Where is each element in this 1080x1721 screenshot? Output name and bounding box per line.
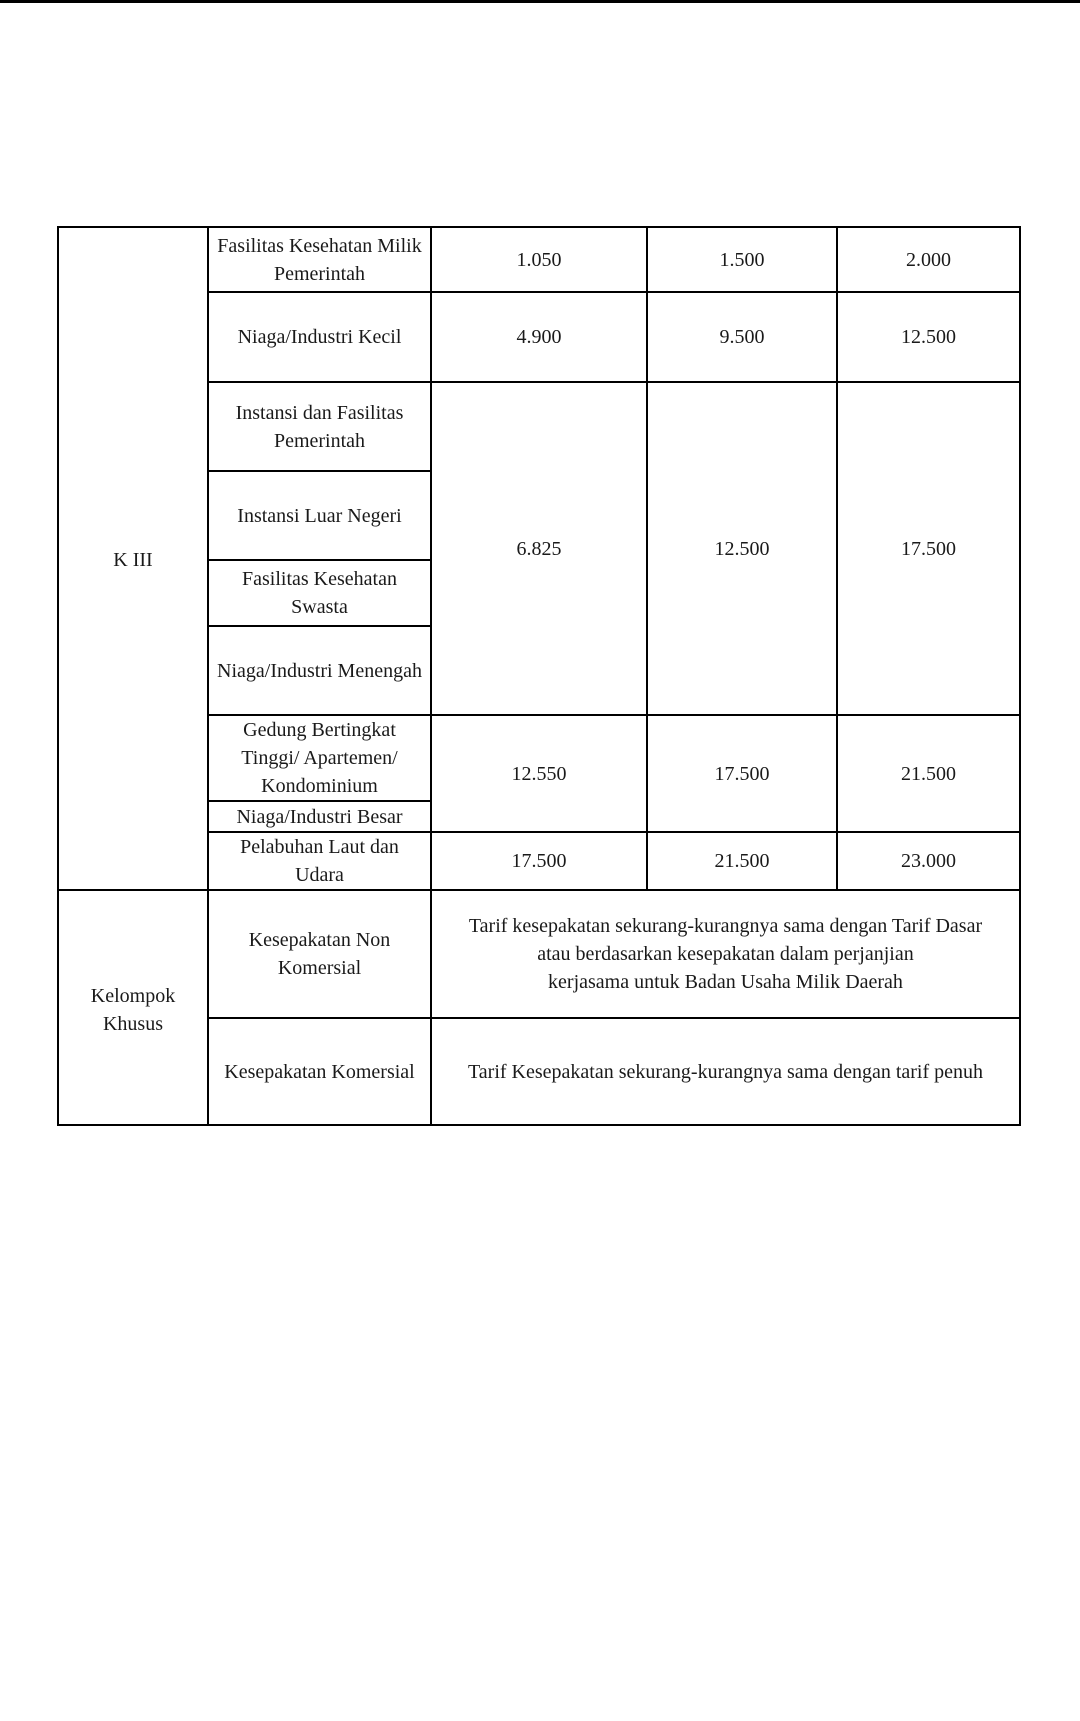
category-cell: Gedung Bertingkat Tinggi/ Apartemen/ Kondominium (208, 715, 431, 801)
category-cell: Pelabuhan Laut dan Udara (208, 832, 431, 890)
description-line: Tarif kesepakatan sekurang-kurangnya sama dengan Tarif Dasar (468, 915, 983, 937)
value-cell: 12.550 (431, 715, 647, 832)
value-cell: 17.500 (837, 382, 1020, 715)
description-line: kerjasama untuk Badan Usaha Milik Daerah (548, 971, 903, 993)
value-cell: 21.500 (837, 715, 1020, 832)
value-cell: 4.900 (431, 292, 647, 382)
value-cell: 2.000 (837, 227, 1020, 292)
category-cell: Niaga/Industri Menengah (208, 626, 431, 715)
category-cell: Niaga/Industri Kecil (208, 292, 431, 382)
group-label-kelompok-khusus: Kelompok Khusus (58, 890, 208, 1125)
value-cell: 12.500 (647, 382, 837, 715)
tariff-table (57, 226, 1021, 1126)
description-cell (431, 1018, 1020, 1125)
category-cell: Niaga/Industri Besar (208, 801, 431, 832)
category-cell: Instansi Luar Negeri (208, 471, 431, 560)
top-border-line (0, 0, 1080, 3)
value-cell: 1.050 (431, 227, 647, 292)
value-cell: 6.825 (431, 382, 647, 715)
description-line: Tarif Kesepakatan sekurang-kurangnya sama dengan tarif penuh (467, 1060, 984, 1083)
table-row (58, 890, 1020, 1018)
value-cell: 9.500 (647, 292, 837, 382)
category-cell: Kesepakatan Non Komersial (208, 890, 431, 1018)
value-cell: 17.500 (431, 832, 647, 890)
value-cell: 21.500 (647, 832, 837, 890)
table-row (58, 227, 1020, 292)
description-line: atau berdasarkan kesepakatan dalam perjanjian (537, 943, 914, 965)
category-cell: Kesepakatan Komersial (208, 1018, 431, 1125)
category-cell: Fasilitas Kesehatan Milik Pemerintah (208, 227, 431, 292)
category-cell: Fasilitas Kesehatan Swasta (208, 560, 431, 626)
value-cell: 23.000 (837, 832, 1020, 890)
value-cell: 1.500 (647, 227, 837, 292)
value-cell: 12.500 (837, 292, 1020, 382)
group-label-k3: K III (58, 227, 208, 890)
category-cell: Instansi dan Fasilitas Pemerintah (208, 382, 431, 471)
value-cell: 17.500 (647, 715, 837, 832)
description-cell (431, 890, 1020, 1018)
